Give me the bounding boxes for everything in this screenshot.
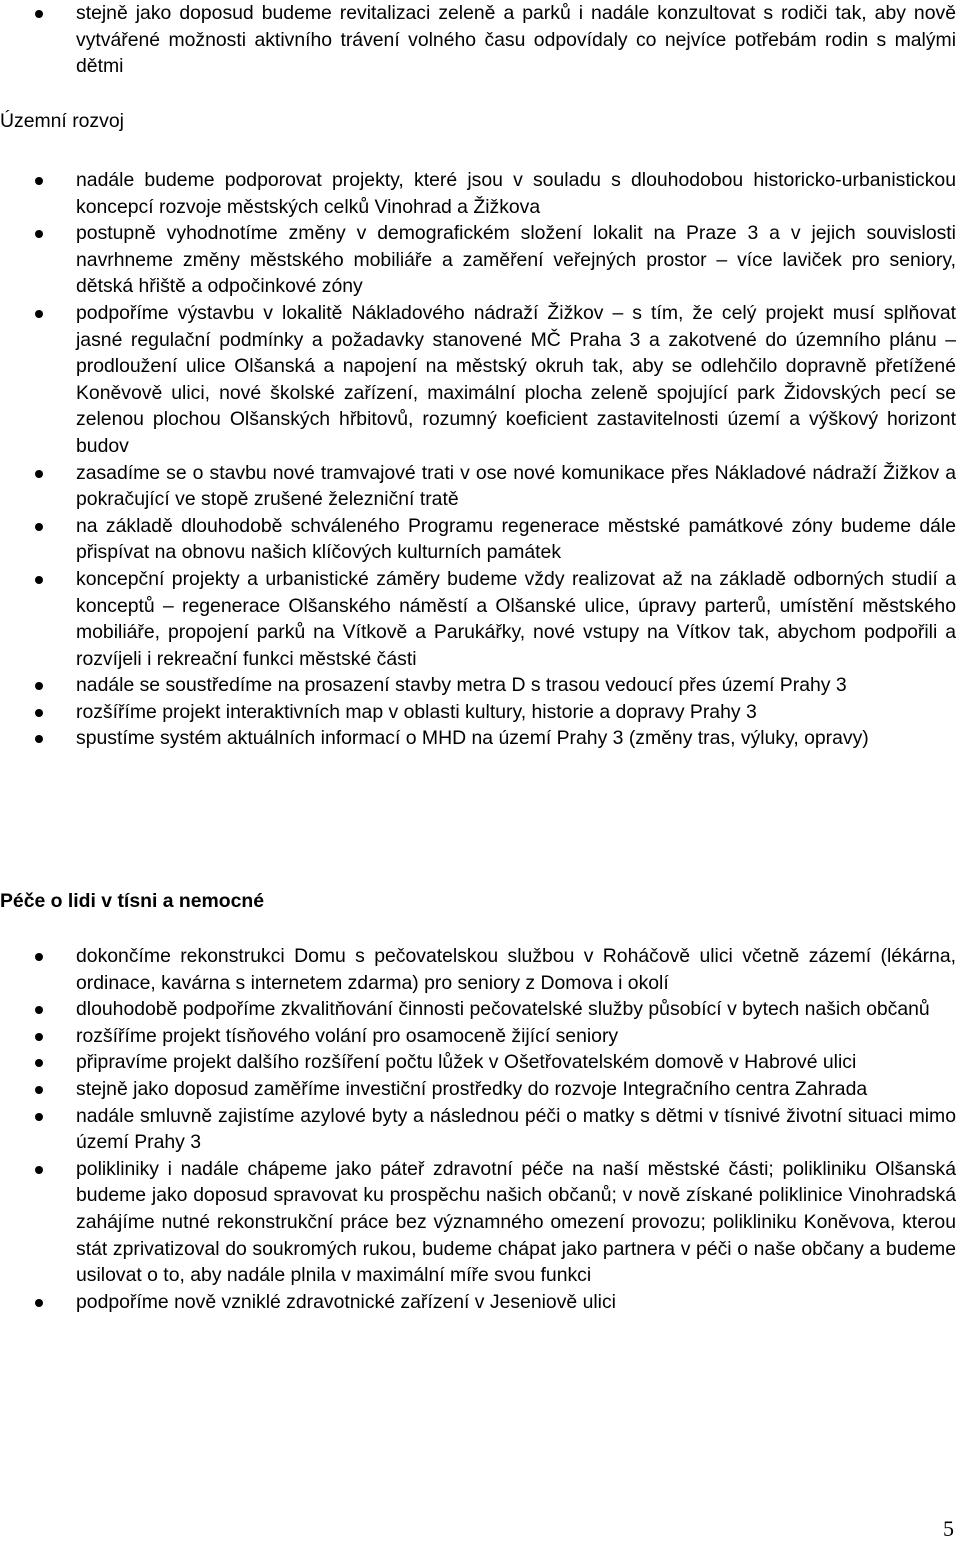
list-item: rozšíříme projekt tísňového volání pro osamoceně žijící seniory bbox=[76, 1023, 956, 1050]
bullet-icon bbox=[35, 230, 43, 238]
list-item: podpoříme výstavbu v lokalitě Nákladového nádraží Žižkov – s tím, že celý projekt musí splňovat jasné regulační podmínky a požadavky stanovené MČ Praha 3 a zakotvené do územního plánu – prodloužení ulice Olšanská a napojení na městský okruh tak, aby se odlehčilo dopravně přetížené Koněvově ulici, nové školské zařízení, maximální plocha zeleně spojující park Židovských pecí se zelenou plochou Olšanských hřbitovů, rozumný koeficient zastavitelnosti území a výškový horizont budov bbox=[76, 300, 956, 460]
bullet-icon bbox=[35, 1086, 43, 1094]
list-item: podpoříme nově vzniklé zdravotnické zařízení v Jeseniově ulici bbox=[76, 1289, 956, 1316]
section-heading-uzemni-rozvoj: Územní rozvoj bbox=[0, 110, 124, 132]
bullet-icon bbox=[35, 1033, 43, 1041]
list-item: koncepční projekty a urbanistické záměry budeme vždy realizovat až na základě odborných studií a konceptů – regenerace Olšanského náměstí a Olšanské ulice, úpravy parterů, umístění městského mobiliáře, propojení parků na Vítkově a Parukářky, nové vstupy na Vítkov tak, abychom podpořili a rozvíjeli i rekreační funkci městské části bbox=[76, 566, 956, 672]
bullet-icon bbox=[35, 576, 43, 584]
list-item: nadále se soustředíme na prosazení stavby metra D s trasou vedoucí přes území Prahy 3 bbox=[76, 672, 956, 699]
list-item: stejně jako doposud zaměříme investiční prostředky do rozvoje Integračního centra Zahrada bbox=[76, 1076, 956, 1103]
list-item: dokončíme rekonstrukci Domu s pečovatelskou službou v Roháčově ulici včetně zázemí (lékárna, ordinace, kavárna s internetem zdarma) pro seniory z Domova i okolí bbox=[76, 943, 956, 996]
bullet-icon bbox=[35, 470, 43, 478]
list-item: postupně vyhodnotíme změny v demografickém složení lokalit na Praze 3 a v jejich souvislosti navrhneme změny městského mobiliáře a zaměření veřejných prostor – více laviček pro seniory, dětská hřiště a odpočinkové zóny bbox=[76, 220, 956, 300]
bullet-icon bbox=[35, 10, 43, 18]
bullet-list-uzemni-rozvoj bbox=[76, 167, 956, 752]
section-heading-pece-o-lidi: Péče o lidi v tísni a nemocné bbox=[0, 890, 265, 912]
list-item: na základě dlouhodobě schváleného Programu regenerace městské památkové zóny budeme dále přispívat na obnovu našich klíčových kulturních památek bbox=[76, 513, 956, 566]
list-item: nadále budeme podporovat projekty, které jsou v souladu s dlouhodobou historicko-urbanistickou koncepcí rozvoje městských celků Vinohrad a Žižkova bbox=[76, 167, 956, 220]
list-item: rozšíříme projekt interaktivních map v oblasti kultury, historie a dopravy Prahy 3 bbox=[76, 699, 956, 726]
bullet-icon bbox=[35, 1166, 43, 1174]
bullet-icon bbox=[35, 735, 43, 743]
bullet-icon bbox=[35, 310, 43, 318]
bullet-icon bbox=[35, 709, 43, 717]
list-item: polikliniky i nadále chápeme jako páteř zdravotní péče na naší městské části; polikliniku Olšanská budeme jako doposud spravovat ku prospěchu našich občanů; v nově získané poliklinice Vinohradská zahájíme nutné rekonstrukční práce bez významného omezení provozu; polikliniku Koněvova, kterou stát zprivatizoval do soukromých rukou, budeme chápat jako partnera v péči o naše občany a budeme usilovat o to, aby nadále plnila v maximální míře svou funkci bbox=[76, 1156, 956, 1289]
bullet-icon bbox=[35, 177, 43, 185]
list-item: dlouhodobě podpoříme zkvalitňování činnosti pečovatelské služby působící v bytech našich občanů bbox=[76, 996, 956, 1023]
bullet-icon bbox=[35, 953, 43, 961]
bullet-icon bbox=[35, 1006, 43, 1014]
bullet-list-parks bbox=[76, 0, 956, 80]
list-item: připravíme projekt dalšího rozšíření počtu lůžek v Ošetřovatelském domově v Habrové ulici bbox=[76, 1049, 956, 1076]
bullet-icon bbox=[35, 1059, 43, 1067]
page-number: 5 bbox=[943, 1516, 954, 1541]
bullet-icon bbox=[35, 523, 43, 531]
bullet-icon bbox=[35, 1113, 43, 1121]
bullet-icon bbox=[35, 682, 43, 690]
list-item: spustíme systém aktuálních informací o MHD na území Prahy 3 (změny tras, výluky, opravy) bbox=[76, 725, 956, 752]
bullet-list-pece-o-lidi bbox=[76, 943, 956, 1315]
list-item: stejně jako doposud budeme revitalizaci zeleně a parků i nadále konzultovat s rodiči tak, aby nově vytvářené možnosti aktivního trávení volného času odpovídaly co nejvíce potřebám rodin s malými dětmi bbox=[76, 0, 956, 80]
list-item: zasadíme se o stavbu nové tramvajové trati v ose nové komunikace přes Nákladové nádraží Žižkov a pokračující ve stopě zrušené železniční tratě bbox=[76, 460, 956, 513]
list-item: nadále smluvně zajistíme azylové byty a následnou péči o matky s dětmi v tísnivé životní situaci mimo území Prahy 3 bbox=[76, 1103, 956, 1156]
bullet-icon bbox=[35, 1299, 43, 1307]
